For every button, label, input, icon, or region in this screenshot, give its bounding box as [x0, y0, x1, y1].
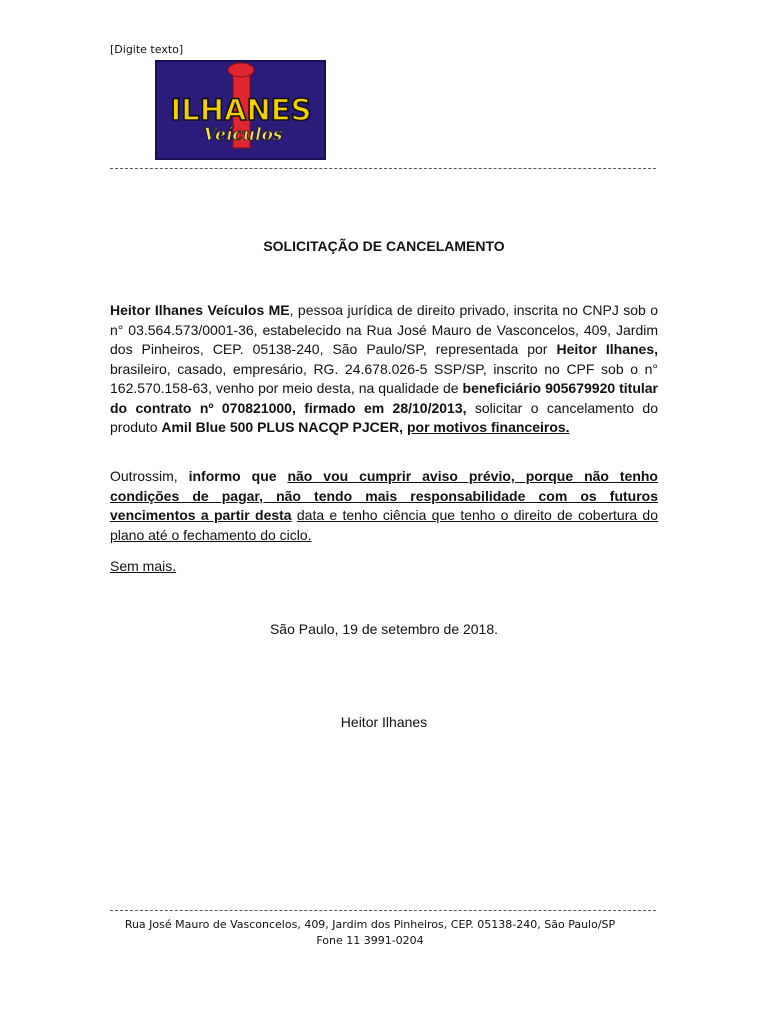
p2-text-1: Outrossim, — [110, 468, 189, 484]
paragraph-request — [110, 301, 658, 438]
contract-info: beneficiário 905679920 titular do contrato nº 070821000, firmado em 28/10/2013, — [110, 380, 659, 416]
inform-phrase: informo que — [188, 468, 277, 484]
header-placeholder-text: [Digite texto] — [110, 43, 184, 56]
logo-subtitle-text: Veículos — [203, 125, 283, 145]
logo-graphic — [155, 60, 326, 160]
notice-statement: não vou cumprir aviso prévio, porque não tenho condições de pagar, não tendo mais responsabilidade com os futuros vencimentos a partir desta — [110, 468, 658, 523]
p1-text-1: , pessoa jurídica de direito privado, inscrita no CNPJ sob o n° 03.564.573/0001-36, estabelecido na Rua José Mauro de Vasconcelos, 409, Jardim dos Pinheiros, CEP. 05138-240, São Paulo/SP, representada por — [110, 302, 659, 357]
footer — [110, 917, 630, 949]
coverage-statement: data e tenho ciência que tenho o direito de cobertura do plano até o fechamento do ciclo. — [110, 507, 658, 543]
cancellation-reason: por motivos financeiros. — [406, 419, 570, 435]
footer-address: Rua José Mauro de Vasconcelos, 409, Jardim dos Pinheiros, CEP. 05138-240, São Paulo/SP — [124, 918, 616, 931]
document-title: SOLICITAÇÃO DE CANCELAMENTO — [263, 238, 505, 254]
p1-text-2: brasileiro, casado, empresário, RG. 24.678.026-5 SSP/SP, inscrito no CPF sob o n° 162.570.158-63, venho por meio desta, na qualidade de — [110, 360, 658, 396]
header-divider — [110, 168, 656, 169]
footer-phone: Fone 11 3991-0204 — [316, 934, 424, 947]
company-name: Heitor Ilhanes Veículos ME — [110, 302, 290, 318]
p2-text-2 — [277, 468, 288, 484]
logo-i-dot — [228, 63, 254, 77]
closing-text — [110, 557, 658, 577]
footer-divider — [110, 910, 656, 911]
signature-name: Heitor Ilhanes — [340, 714, 428, 730]
logo-brand-text: ILHANES — [170, 93, 312, 127]
company-logo — [155, 60, 326, 160]
closing-phrase: Sem mais. — [110, 558, 177, 574]
product-name: Amil Blue 500 PLUS NACQP PJCER, — [161, 419, 404, 435]
paragraph-notice — [110, 467, 658, 545]
representative-name: Heitor Ilhanes, — [556, 341, 659, 357]
date-line: São Paulo, 19 de setembro de 2018. — [269, 621, 499, 637]
p1-text-3: solicitar o cancelamento do produto — [110, 399, 658, 435]
